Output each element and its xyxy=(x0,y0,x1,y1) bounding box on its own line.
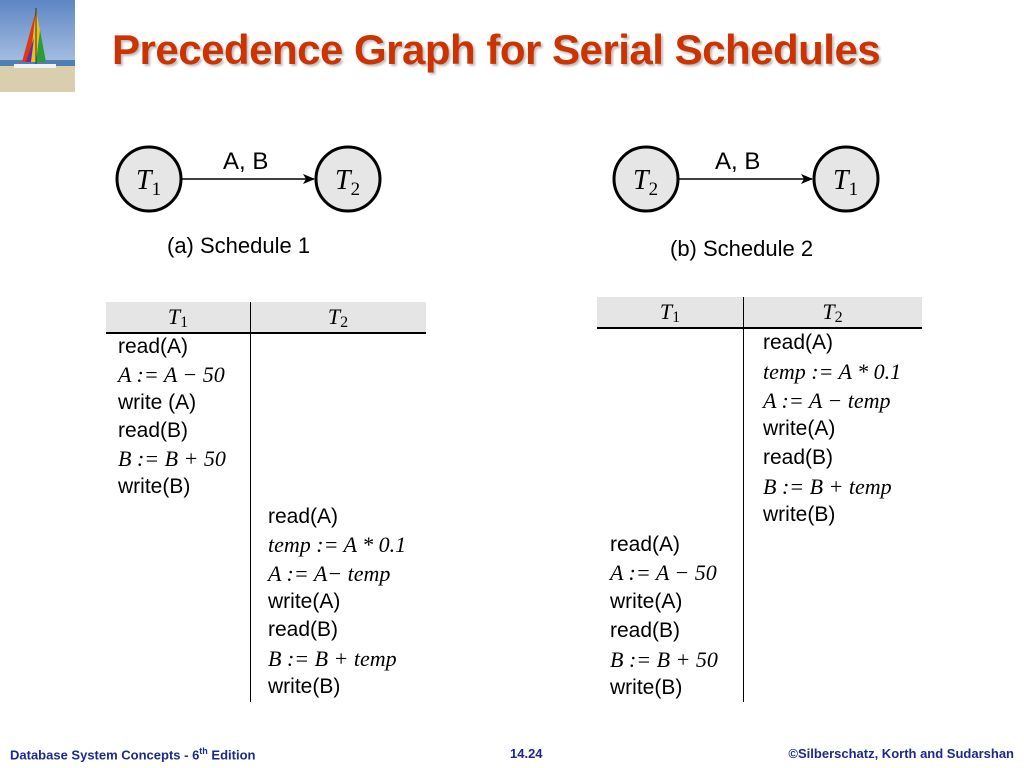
schedule-2-header xyxy=(597,297,922,329)
node-t1 xyxy=(814,147,878,211)
node-t2 xyxy=(316,147,380,211)
footer-copyright: ©Silberschatz, Korth and Sudarshan xyxy=(788,746,1014,761)
precedence-graph-schedule-2 xyxy=(606,138,896,222)
column-divider xyxy=(250,302,251,702)
column-divider xyxy=(743,297,744,702)
t2-op: read(A) xyxy=(268,505,339,528)
t2-op: B := B + temp xyxy=(268,646,397,671)
precedence-graph-schedule-1 xyxy=(110,138,400,222)
svg-text:T1: $T_1$ xyxy=(136,165,162,200)
caption-schedule-1: (a) Schedule 1 xyxy=(167,233,311,258)
t1-op: read(A) xyxy=(118,335,189,358)
t2-op: read(B) xyxy=(763,446,834,469)
t1-op: B := B + 50 xyxy=(610,647,718,672)
t2-op: write(A) xyxy=(763,417,836,440)
node-t1 xyxy=(117,147,181,211)
t1-op: write(B) xyxy=(118,475,191,498)
t2-op: read(A) xyxy=(763,331,834,354)
svg-text:T2: $T_2$ xyxy=(335,165,361,200)
t1-op: write(A) xyxy=(610,590,683,613)
edge-label: A, B xyxy=(223,148,269,175)
caption-schedule-2: (b) Schedule 2 xyxy=(670,236,814,261)
t2-op: temp := A * 0.1 xyxy=(268,532,407,557)
t1-op: read(B) xyxy=(118,419,189,442)
header-t2: $T_2$ xyxy=(327,304,349,331)
t1-op: write (A) xyxy=(118,391,197,414)
t2-op: A := A − temp xyxy=(763,388,891,413)
footer-book-title: Database System Concepts - 6th Edition xyxy=(10,746,256,763)
t1-op: read(B) xyxy=(610,619,681,642)
t2-op: write(B) xyxy=(763,503,836,526)
t2-op: temp := A * 0.1 xyxy=(763,359,902,384)
t1-op: A := A − 50 xyxy=(610,560,717,585)
t2-op: write(A) xyxy=(268,590,341,613)
slide-title: Precedence Graph for Serial Schedules xyxy=(112,26,881,73)
footer-slide-number: 14.24 xyxy=(510,746,543,761)
sailboat-corner-image xyxy=(0,0,75,92)
edge-label: A, B xyxy=(715,148,761,175)
header-t1: $T_1$ xyxy=(167,304,189,331)
header-t2: $T_2$ xyxy=(822,299,843,326)
t1-op: write(B) xyxy=(610,676,683,699)
t2-op: A := A− temp xyxy=(268,561,391,586)
t2-op: B := B + temp xyxy=(763,474,892,499)
svg-text:T2: $T_2$ xyxy=(633,165,659,200)
header-t1: $T_1$ xyxy=(659,299,681,326)
t2-op: read(B) xyxy=(268,618,339,641)
schedule-1-header xyxy=(106,302,426,334)
t1-op: B := B + 50 xyxy=(118,446,226,471)
t2-op: write(B) xyxy=(268,675,341,698)
t1-op: A := A − 50 xyxy=(118,362,225,387)
node-t2 xyxy=(614,147,678,211)
t1-op: read(A) xyxy=(610,533,681,556)
svg-text:T1: $T_1$ xyxy=(833,165,859,200)
